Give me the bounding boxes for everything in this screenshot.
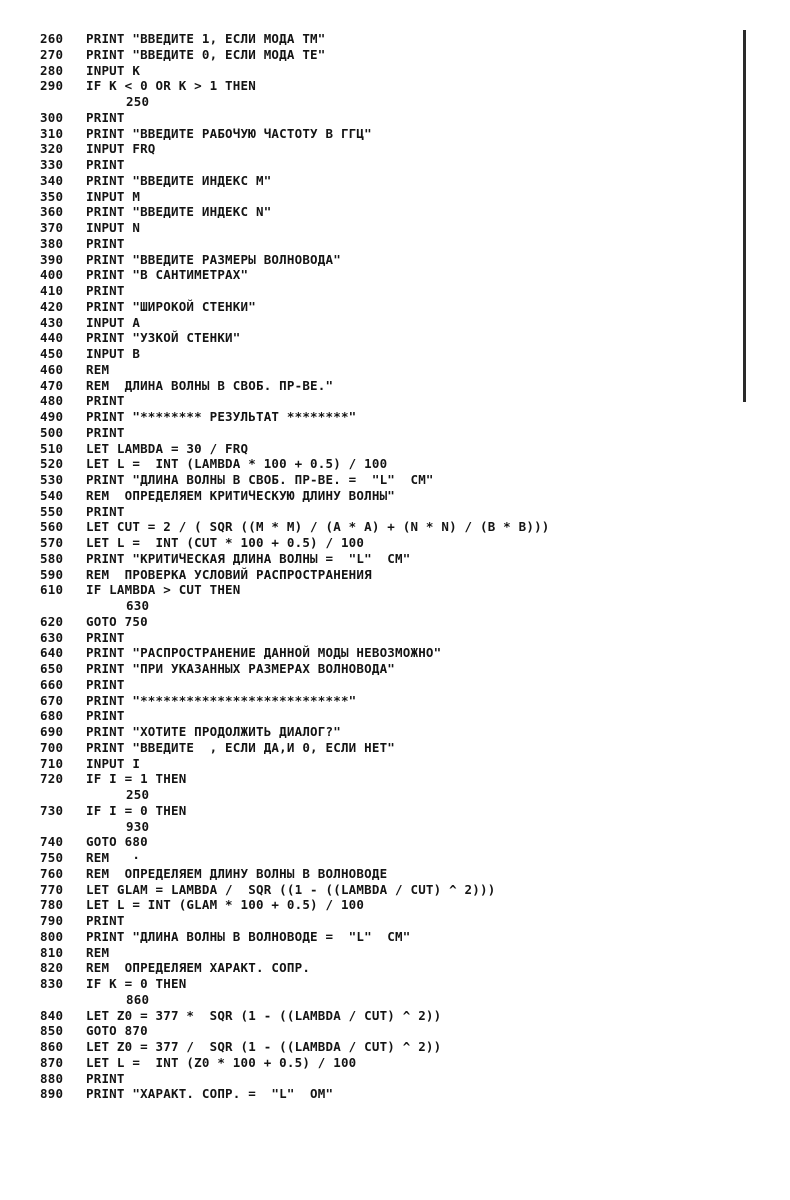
line-number: 850 — [40, 1023, 64, 1039]
code-line — [40, 960, 740, 976]
line-code: LET L = INT (GLAM * 100 + 0.5) / 100 — [86, 897, 365, 913]
code-line — [40, 204, 740, 220]
line-code: PRINT — [86, 157, 125, 172]
line-code: INPUT K — [86, 62, 141, 78]
code-line — [40, 78, 740, 94]
line-number: 790 — [40, 913, 64, 928]
line-code: PRINT "******** РЕЗУЛЬТАТ ********" — [86, 409, 357, 424]
line-code: LET L = INT (Z0 * 100 + 0.5) / 100 — [86, 1054, 357, 1070]
line-number: 540 — [40, 487, 64, 503]
line-number: 590 — [40, 566, 64, 582]
line-code: IF I = 1 THEN — [86, 771, 187, 787]
code-line — [40, 472, 740, 488]
line-number: 690 — [40, 724, 64, 739]
code-line — [40, 1008, 740, 1024]
line-number: 870 — [40, 1054, 64, 1070]
line-number: 370 — [40, 220, 64, 235]
line-code: PRINT "В САНТИМЕТРАХ" — [86, 267, 249, 283]
continuation-line — [40, 94, 740, 110]
code-line — [40, 645, 740, 661]
code-line — [40, 535, 740, 551]
line-code: PRINT "ШИРОКОЙ СТЕНКИ" — [86, 298, 256, 314]
line-code: PRINT "РАСПРОСТРАНЕНИЕ ДАННОЙ МОДЫ НЕВОЗМОЖНО" — [86, 645, 442, 661]
code-line — [40, 850, 740, 866]
code-line — [40, 504, 740, 520]
line-number: 660 — [40, 676, 64, 692]
line-number: 780 — [40, 897, 64, 913]
line-code: INPUT M — [86, 188, 141, 204]
code-line — [40, 1039, 740, 1055]
line-code: IF K = 0 THEN — [86, 976, 187, 991]
code-line — [40, 362, 740, 378]
line-number: 330 — [40, 157, 64, 172]
line-number: 800 — [40, 928, 64, 944]
line-number: 640 — [40, 645, 64, 661]
code-line — [40, 189, 740, 205]
code-line — [40, 47, 740, 63]
line-number: 470 — [40, 377, 64, 393]
code-line — [40, 740, 740, 756]
code-line — [40, 882, 740, 898]
line-code: PRINT "ПРИ УКАЗАННЫХ РАЗМЕРАХ ВОЛНОВОДА" — [86, 661, 396, 676]
line-code: PRINT — [86, 283, 125, 298]
line-code: PRINT "ХАРАКТ. СОПР. = "L" OM" — [86, 1086, 334, 1102]
line-number: 440 — [40, 330, 64, 346]
code-line — [40, 897, 740, 913]
line-number: 610 — [40, 582, 64, 598]
line-number: 280 — [40, 62, 64, 78]
line-number: 490 — [40, 409, 64, 424]
code-line — [40, 31, 740, 47]
line-code: PRINT "***************************" — [86, 692, 357, 708]
line-number: 650 — [40, 661, 64, 676]
code-line — [40, 677, 740, 693]
line-code: IF K < 0 OR K > 1 THEN — [86, 78, 256, 94]
line-number: 810 — [40, 944, 64, 960]
line-code: PRINT — [86, 235, 125, 251]
line-code: REM ОПРЕДЕЛЯЕМ КРИТИЧЕСКУЮ ДЛИНУ ВОЛНЫ" — [86, 487, 396, 503]
line-code: PRINT — [86, 109, 125, 125]
code-line — [40, 63, 740, 79]
line-number: 510 — [40, 440, 64, 456]
line-number: 570 — [40, 535, 64, 550]
code-line — [40, 126, 740, 142]
line-number: 420 — [40, 298, 64, 314]
code-line — [40, 141, 740, 157]
code-line — [40, 157, 740, 173]
line-code: PRINT "ХОТИТЕ ПРОДОЛЖИТЬ ДИАЛОГ?" — [86, 724, 341, 739]
line-number: 560 — [40, 519, 64, 535]
line-code: PRINT "ВВЕДИТЕ 1, ЕСЛИ МОДА ТМ" — [86, 31, 326, 46]
continuation-line — [40, 819, 740, 835]
line-number: 880 — [40, 1070, 64, 1086]
line-number: 520 — [40, 456, 64, 472]
line-code: LET Z0 = 377 / SQR (1 - ((LAMBDA / CUT) ^ 2)) — [86, 1039, 442, 1054]
line-number: 340 — [40, 172, 64, 188]
code-line — [40, 409, 740, 425]
line-number: 700 — [40, 739, 64, 755]
code-line — [40, 299, 740, 315]
line-number: 450 — [40, 346, 64, 361]
code-line — [40, 315, 740, 331]
line-number: 670 — [40, 692, 64, 708]
line-code: IF LAMBDA > CUT THEN — [86, 582, 241, 598]
code-line — [40, 756, 740, 772]
line-code: PRINT — [86, 424, 125, 440]
code-line — [40, 252, 740, 268]
code-line — [40, 283, 740, 299]
line-code: PRINT "ВВЕДИТЕ РАЗМЕРЫ ВОЛНОВОДА" — [86, 251, 341, 267]
line-number: 760 — [40, 865, 64, 881]
line-number: 840 — [40, 1007, 64, 1023]
code-line — [40, 173, 740, 189]
code-line — [40, 724, 740, 740]
line-code: GOTO 870 — [86, 1023, 148, 1039]
line-code: REM · — [86, 850, 141, 865]
line-code: PRINT "ДЛИНА ВОЛНЫ В ВОЛНОВОДЕ = "L" CM" — [86, 928, 411, 944]
code-line — [40, 913, 740, 929]
line-number: 400 — [40, 267, 64, 283]
line-code: PRINT "УЗКОЙ СТЕНКИ" — [86, 330, 241, 346]
line-code: PRINT "ВВЕДИТЕ РАБОЧУЮ ЧАСТОТУ В ГГЦ" — [86, 125, 372, 141]
line-number: 300 — [40, 109, 64, 125]
line-code: PRINT "ВВЕДИТЕ ИНДЕКС M" — [86, 172, 272, 188]
line-code: IF I = 0 THEN — [86, 802, 187, 818]
line-code: INPUT B — [86, 346, 141, 361]
line-number: 730 — [40, 802, 64, 818]
line-number: 860 — [40, 1039, 64, 1054]
code-line — [40, 456, 740, 472]
line-code: PRINT — [86, 629, 125, 645]
line-code: LET CUT = 2 / ( SQR ((M * M) / (A * A) + (N * N) / (B * B))) — [86, 519, 550, 535]
code-line — [40, 1086, 740, 1102]
code-line — [40, 267, 740, 283]
line-code: LET LAMBDA = 30 / FRQ — [86, 440, 249, 456]
code-line — [40, 803, 740, 819]
line-code: REM ПРОВЕРКА УСЛОВИЙ РАСПРОСТРАНЕНИЯ — [86, 566, 372, 582]
line-number: 630 — [40, 629, 64, 645]
line-code: PRINT "ВВЕДИТЕ ИНДЕКС N" — [86, 204, 272, 220]
code-line — [40, 110, 740, 126]
line-code: LET L = INT (CUT * 100 + 0.5) / 100 — [86, 535, 365, 550]
line-code: 250 — [126, 94, 150, 109]
code-line — [40, 393, 740, 409]
line-code: INPUT I — [86, 755, 141, 771]
code-line — [40, 945, 740, 961]
line-number: 820 — [40, 960, 64, 976]
code-line — [40, 614, 740, 630]
code-line — [40, 866, 740, 882]
code-line — [40, 220, 740, 236]
line-code: PRINT — [86, 708, 125, 724]
line-code: 630 — [126, 598, 150, 613]
line-code: LET L = INT (LAMBDA * 100 + 0.5) / 100 — [86, 456, 388, 472]
code-line — [40, 661, 740, 677]
line-code: PRINT — [86, 913, 125, 928]
line-code: PRINT — [86, 503, 125, 519]
line-code: GOTO 750 — [86, 613, 148, 629]
line-code: PRINT "КРИТИЧЕСКАЯ ДЛИНА ВОЛНЫ = "L" CM" — [86, 550, 411, 566]
code-line — [40, 630, 740, 646]
continuation-line — [40, 598, 740, 614]
line-number: 360 — [40, 204, 64, 220]
code-line — [40, 567, 740, 583]
line-number: 710 — [40, 755, 64, 771]
code-line — [40, 929, 740, 945]
code-line — [40, 425, 740, 441]
code-line — [40, 346, 740, 362]
line-number: 290 — [40, 78, 64, 94]
line-number: 310 — [40, 125, 64, 141]
code-line — [40, 1055, 740, 1071]
line-code: INPUT N — [86, 220, 141, 235]
line-number: 350 — [40, 188, 64, 204]
code-line — [40, 834, 740, 850]
line-number: 740 — [40, 834, 64, 850]
code-line — [40, 551, 740, 567]
code-line — [40, 582, 740, 598]
code-line — [40, 1023, 740, 1039]
line-number: 580 — [40, 550, 64, 566]
line-number: 530 — [40, 472, 64, 487]
line-code: PRINT "ДЛИНА ВОЛНЫ В СВОБ. ПР-ВЕ. = "L" CM" — [86, 472, 434, 487]
line-number: 410 — [40, 283, 64, 298]
code-line — [40, 441, 740, 457]
line-code: PRINT — [86, 676, 125, 692]
code-line — [40, 976, 740, 992]
code-line — [40, 236, 740, 252]
line-number: 270 — [40, 46, 64, 62]
basic-program-listing — [40, 31, 740, 1102]
code-line — [40, 693, 740, 709]
line-code: PRINT "ВВЕДИТЕ 0, ЕСЛИ МОДА ТЕ" — [86, 46, 326, 62]
line-code: 860 — [126, 991, 150, 1007]
line-code: PRINT "ВВЕДИТЕ , ЕСЛИ ДА,И 0, ЕСЛИ НЕТ" — [86, 739, 396, 755]
continuation-line — [40, 787, 740, 803]
line-number: 770 — [40, 881, 64, 897]
code-line — [40, 771, 740, 787]
line-code: LET GLAM = LAMBDA / SQR ((1 - ((LAMBDA / CUT) ^ 2))) — [86, 881, 496, 897]
code-line — [40, 330, 740, 346]
line-number: 380 — [40, 235, 64, 251]
line-code: GOTO 680 — [86, 834, 148, 850]
code-line — [40, 519, 740, 535]
line-code: 250 — [126, 787, 150, 802]
line-number: 480 — [40, 393, 64, 409]
line-code: LET Z0 = 377 * SQR (1 - ((LAMBDA / CUT) ^ 2)) — [86, 1007, 442, 1023]
code-line — [40, 378, 740, 394]
code-line — [40, 1071, 740, 1087]
margin-bar — [743, 30, 746, 402]
line-number: 550 — [40, 503, 64, 519]
line-code: INPUT A — [86, 314, 141, 330]
line-number: 680 — [40, 708, 64, 724]
line-code: REM — [86, 361, 110, 377]
line-code: INPUT FRQ — [86, 141, 156, 157]
line-code: REM ОПРЕДЕЛЯЕМ ДЛИНУ ВОЛНЫ В ВОЛНОВОДЕ — [86, 865, 388, 881]
line-code: PRINT — [86, 393, 125, 409]
line-number: 750 — [40, 850, 64, 865]
line-code: 930 — [126, 818, 150, 834]
code-line — [40, 708, 740, 724]
line-code: REM ДЛИНА ВОЛНЫ В СВОБ. ПР-ВЕ." — [86, 377, 334, 393]
line-number: 720 — [40, 771, 64, 787]
line-number: 830 — [40, 976, 64, 991]
line-code: PRINT — [86, 1070, 125, 1086]
line-number: 430 — [40, 314, 64, 330]
line-number: 260 — [40, 31, 64, 46]
line-code: REM — [86, 944, 110, 960]
line-number: 500 — [40, 424, 64, 440]
line-number: 460 — [40, 361, 64, 377]
line-code: REM ОПРЕДЕЛЯЕМ ХАРАКТ. СОПР. — [86, 960, 311, 976]
line-number: 320 — [40, 141, 64, 157]
line-number: 390 — [40, 251, 64, 267]
line-number: 620 — [40, 613, 64, 629]
continuation-line — [40, 992, 740, 1008]
code-line — [40, 488, 740, 504]
line-number: 890 — [40, 1086, 64, 1102]
